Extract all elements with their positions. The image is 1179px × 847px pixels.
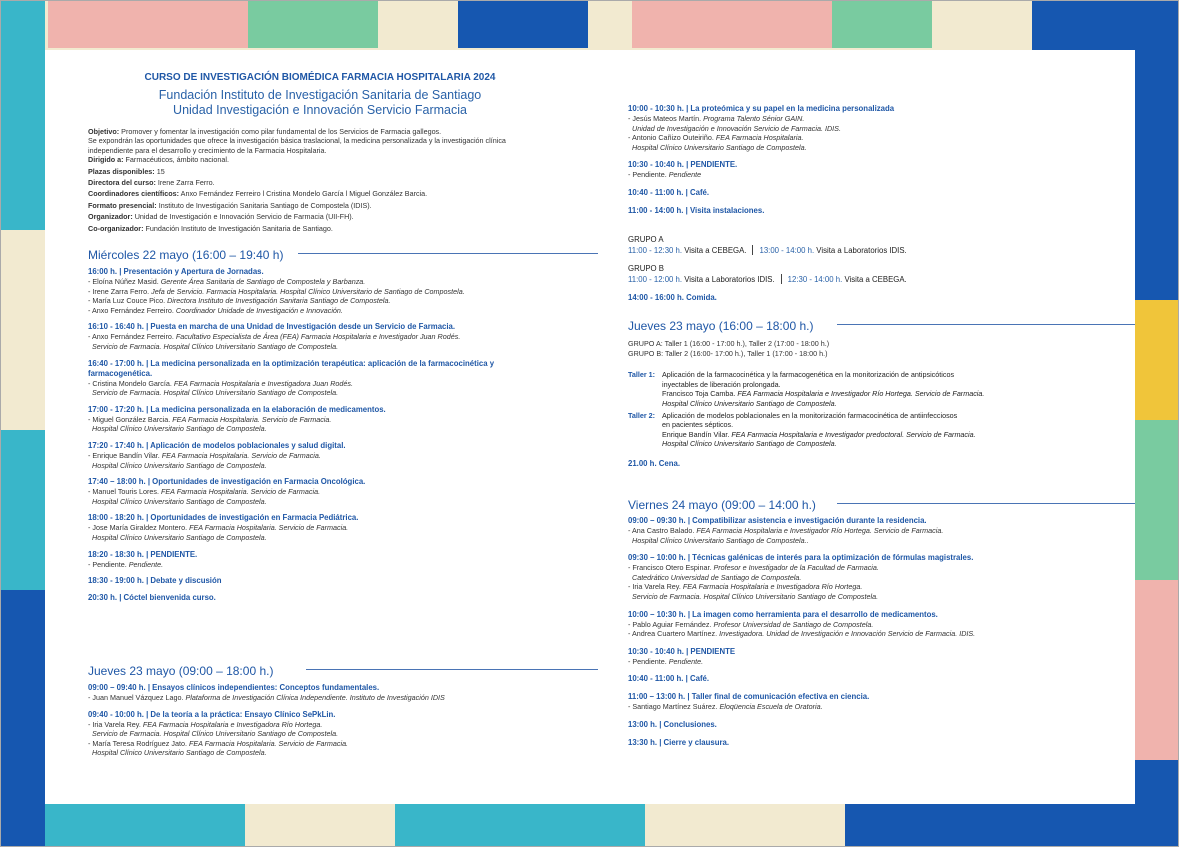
coorganizador-label: Co-organizador: <box>88 223 144 233</box>
agenda-slot <box>628 104 1128 152</box>
agenda-slot <box>628 692 1128 712</box>
speaker-role: Gerente Área Sanitaria de Santiago de Compostela y Barbanza. <box>158 277 366 286</box>
agenda-slot <box>628 647 1128 667</box>
slot-speaker-line <box>88 342 588 352</box>
slot-speaker-line <box>88 451 588 461</box>
course-title: CURSO DE INVESTIGACIÓN BIOMÉDICA FARMACIA HOSPITALARIA 2024 <box>144 72 496 83</box>
speaker-name: - Santiago Martínez Suárez. <box>628 702 718 712</box>
slot-speaker-line <box>88 729 588 739</box>
speaker-role: FEA Farmacia Hospitalaria e Investigadora Juan Rodés. <box>171 378 353 388</box>
dirigido-label: Dirigido a: <box>88 155 124 165</box>
speaker-role: Hospital Clínico Universitario Santiago de Compostela.. <box>632 535 809 545</box>
talleres-block <box>628 339 1128 469</box>
speaker-role: Pendiente <box>666 170 702 180</box>
day-rule <box>837 324 1135 325</box>
day-viernes-label: Viernes 24 mayo (09:00 – 14:00 h.) <box>628 498 822 512</box>
grupo-b1-time: 11:00 - 12:00 h. <box>628 275 683 284</box>
slot-speaker-line <box>628 573 1128 583</box>
day-jueves-pm-label: Jueves 23 mayo (16:00 – 18:00 h.) <box>628 319 819 333</box>
talleres-grupo-b: GRUPO B: Taller 2 (16:00- 17:00 h.), Taller 1 (17:00 - 18:00 h.) <box>628 348 828 358</box>
slot-speaker-line <box>628 702 1128 712</box>
slot-heading: 18:20 - 18:30 h. | PENDIENTE. <box>88 549 198 559</box>
separator <box>752 245 753 255</box>
speaker-role: FEA Farmacia Hospitalaria. Servicio de Farmacia. <box>158 487 321 497</box>
agenda-slot <box>88 322 588 351</box>
speaker-role: Jefa de Servicio. Farmacia Hospitalaria. Hospital Clínico Universitario de Santiago de Compostela. <box>149 286 465 296</box>
taller-2-role-2: Hospital Clínico Universitario Santiago de Compostela. <box>662 439 837 449</box>
slot-heading: 10:40 - 11:00 h. | Café. <box>628 674 710 684</box>
agenda-slot <box>628 553 1128 601</box>
taller-1-label: Taller 1: <box>628 370 656 380</box>
slot-speaker-line <box>88 739 588 749</box>
day-miercoles-label: Miércoles 22 mayo (16:00 – 19:40 h) <box>88 248 289 262</box>
course-subtitle-1: Fundación Instituto de Investigación Sanitaria de Santiago <box>158 88 482 102</box>
grupo-a1-time: 11:00 - 12:30 h. <box>628 246 683 255</box>
slot-heading: 10:30 - 10:40 h. | PENDIENTE. <box>628 160 738 170</box>
agenda-slot <box>88 710 588 758</box>
agenda-slot <box>628 206 1128 216</box>
slot-speaker-line <box>88 277 588 287</box>
slot-speaker-line <box>88 748 588 758</box>
speaker-role: Hospital Clínico Universitario Santiago de Compostela. <box>92 748 267 758</box>
slot-speaker-line <box>88 693 588 703</box>
taller-2 <box>628 411 1128 449</box>
grupo-a2-text: Visita a Laboratorios IDIS. <box>814 246 907 255</box>
speaker-name: - Anxo Fernández Ferreiro. <box>88 332 174 342</box>
speaker-role: Hospital Clínico Universitario Santiago de Compostela. <box>92 532 267 542</box>
speaker-role: Programa Talento Sénior GAIN. <box>701 114 805 123</box>
speaker-name: - Pendiente. <box>628 656 667 666</box>
agenda-slot <box>88 576 588 586</box>
speaker-role: Unidad de Investigación e Innovación Servicio de Farmacia. IDIS. <box>632 123 841 133</box>
speaker-role: Hospital Clínico Universitario Santiago de Compostela. <box>92 460 267 470</box>
agenda-slot <box>88 405 588 434</box>
slot-heading: 16:00 h. | Presentación y Apertura de Jornadas. <box>88 267 264 276</box>
slot-speaker-line <box>628 536 1128 546</box>
slot-speaker-line <box>628 582 1128 592</box>
speaker-name: - Francisco Otero Espinar. <box>628 563 712 573</box>
speaker-role: Profesor Universidad de Santiago de Compostela. <box>711 619 874 629</box>
speaker-role: FEA Farmacia Hospitalaria e Investigador Río Hortega. Servicio de Farmacia. <box>694 526 944 535</box>
day-jueves-am-label: Jueves 23 mayo (09:00 – 18:00 h.) <box>88 664 279 678</box>
speaker-name: - Cristina Mondelo García. <box>88 378 172 388</box>
speaker-role: FEA Farmacia Hospitalaria. <box>713 133 804 143</box>
taller-1-role: FEA Farmacia Hospitalaria e Investigador Río Hortega. Servicio de Farmacia. <box>735 389 985 399</box>
plazas-label: Plazas disponibles: <box>88 166 155 176</box>
talleres-grupo-a: GRUPO A: Taller 1 (16:00 - 17:00 h.), Taller 2 (17:00 - 18:00 h.) <box>628 339 830 348</box>
speaker-name: - Anxo Fernández Ferreiro. <box>88 305 174 315</box>
speaker-name: - Miguel González Barcia. <box>88 414 171 424</box>
agenda-slot <box>628 720 1128 730</box>
coordinadores-text: Anxo Fernández Ferreiro l Cristina Mondelo García l Miguel González Barcia. <box>180 189 428 199</box>
day-rule <box>837 503 1135 504</box>
slot-heading: 10:00 - 10:30 h. | La proteómica y su papel en la medicina personalizada <box>628 104 895 113</box>
speaker-name: - Antonio Cañizo Outeiriño. <box>628 133 714 143</box>
slot-speaker-line <box>88 296 588 306</box>
objetivo-text-2: Se expondrán las oportunidades que ofrece la investigación básica traslacional, la medicina personalizada y la investigación clínica <box>88 136 506 146</box>
organizador-label: Organizador: <box>88 212 133 222</box>
objetivo-text-3: independiente para el desarrollo y crecimiento de la Farmacia Hospitalaria. <box>88 145 327 155</box>
slot-speaker-line <box>88 523 588 533</box>
taller-2-title-2: en pacientes sépticos. <box>662 420 734 430</box>
speaker-role: FEA Farmacia Hospitalaria. Servicio de Farmacia. <box>159 451 321 460</box>
speaker-role: Servicio de Farmacia. Hospital Clínico Universitario Santiago de Compostela. <box>632 591 879 601</box>
day-rule <box>298 253 598 254</box>
speaker-role: Investigadora. Unidad de Investigación e Innovación Servicio de Farmacia. IDIS. <box>717 629 976 639</box>
speaker-name: - Juan Manuel Vázquez Lago. <box>88 693 184 702</box>
slot-heading-cont: farmacogenética. <box>88 368 153 378</box>
grupo-a1-text: Visita a CEBEGA. <box>682 246 747 255</box>
dirigido-text: Farmacéuticos, ámbito nacional. <box>125 155 230 165</box>
program-sheet <box>45 50 1135 804</box>
slot-heading: 10:40 - 11:00 h. | Café. <box>628 188 710 197</box>
slot-speaker-line <box>628 563 1128 573</box>
speaker-role: Hospital Clínico Universitario Santiago de Compostela. <box>92 424 267 434</box>
day-rule <box>306 669 598 670</box>
speaker-role: Hospital Clínico Universitario Santiago de Compostela. <box>92 496 267 506</box>
slot-speaker-line <box>628 629 1128 639</box>
slot-heading: 10:00 – 10:30 h. | La imagen como herramienta para el desarrollo de medicamentos. <box>628 609 938 619</box>
taller-2-role: FEA Farmacia Hospitalaria e Investigador predoctoral. Servicio de Farmacia. <box>729 429 976 439</box>
speaker-name: - Pablo Aguiar Fernández. <box>628 619 712 629</box>
agenda-slot <box>88 441 588 470</box>
slot-heading: 17:40 – 18:00 h. | Oportunidades de investigación en Farmacia Oncológica. <box>88 477 366 487</box>
slot-heading: 20:30 h. | Cóctel bienvenida curso. <box>88 593 216 603</box>
speaker-name: - Iria Varela Rey. <box>88 719 141 729</box>
speaker-role: FEA Farmacia Hospitalaria. Servicio de Farmacia. <box>186 738 349 748</box>
grupo-a2-time: 13:00 - 14:00 h. <box>759 246 815 255</box>
speaker-name: - Pendiente. <box>88 559 127 569</box>
agenda-slot <box>88 513 588 542</box>
speaker-name: - Eloína Núñez Masid. <box>88 277 159 286</box>
slot-speaker-line <box>628 657 1128 667</box>
slot-speaker-line <box>628 592 1128 602</box>
slot-heading: 09:30 – 10:00 h. | Técnicas galénicas de interés para la optimización de fórmulas magistrales. <box>628 553 974 563</box>
agenda-slot <box>628 674 1128 684</box>
course-subtitle-2: Unidad Investigación e Innovación Servicio Farmacia <box>173 103 467 117</box>
objetivo-label: Objetivo: <box>88 127 120 136</box>
comida-text: 14:00 - 16:00 h. Comida. <box>628 293 717 302</box>
objetivo-text: Promover y fomentar la investigación como pilar fundamental de los Servicios de Farmacia gallegos. <box>121 127 442 136</box>
day-heading-jueves-pm <box>628 317 1135 331</box>
agenda-slot <box>88 550 588 570</box>
slot-speaker-line <box>88 388 588 398</box>
speaker-role: Servicio de Farmacia. Hospital Clínico Universitario Santiago de Compostela. <box>92 388 339 398</box>
slot-speaker-line <box>628 620 1128 630</box>
slot-heading: 18:00 - 18:20 h. | Oportunidades de investigación en Farmacia Pediátrica. <box>88 513 359 523</box>
cena-text: 21.00 h. Cena. <box>628 458 681 468</box>
slot-speaker-line <box>88 533 588 543</box>
grupo-b2-text: Visita a CEBEGA. <box>842 275 907 284</box>
agenda-slot <box>628 516 1128 545</box>
speaker-role: Profesor e Investigador de la Facultad de Farmacia. <box>711 563 879 573</box>
speaker-role: Pendiente. <box>666 656 704 666</box>
speaker-role: Directora Instituto de Investigación Sanitaria Santiago de Compostela. <box>165 296 391 306</box>
speaker-role: Servicio de Farmacia. Hospital Clínico Universitario Santiago de Compostela. <box>92 729 339 739</box>
slot-speaker-line <box>88 487 588 497</box>
slot-speaker-line <box>88 332 588 342</box>
slot-speaker-line <box>628 133 1128 143</box>
formato-label: Formato presencial: <box>88 200 157 210</box>
agenda-slot <box>88 477 588 506</box>
plazas-text: 15 <box>156 166 165 176</box>
slot-speaker-line <box>88 287 588 297</box>
slot-heading: 16:10 - 16:40 h. | Puesta en marcha de una Unidad de Investigación desde un Servicio de Farmacia. <box>88 322 456 332</box>
taller-1-title-2: inyectables de liberación prolongada. <box>662 379 781 389</box>
agenda-slot <box>628 610 1128 639</box>
slot-heading: 17:20 - 17:40 h. | Aplicación de modelos poblacionales y salud digital. <box>88 441 346 450</box>
day-heading-viernes <box>628 496 1135 510</box>
grupos-block <box>628 235 1128 303</box>
taller-2-label: Taller 2: <box>628 410 656 420</box>
taller-1-speaker: Francisco Toja Camba. <box>662 389 736 399</box>
speaker-name: - Irene Zarra Ferro. <box>88 286 150 296</box>
slot-speaker-line <box>628 124 1128 134</box>
grupo-b2-time: 12:30 - 14:00 h. <box>787 275 843 284</box>
slot-speaker-line <box>628 143 1128 153</box>
separator <box>781 274 782 284</box>
directora-label: Directora del curso: <box>88 178 156 188</box>
taller-2-speaker: Enrique Bandín Vilar. <box>662 429 730 439</box>
speaker-name: - María Luz Couce Pico. <box>88 296 166 306</box>
slot-speaker-line <box>88 720 588 730</box>
agenda-slot <box>628 188 1128 198</box>
grupo-b1-text: Visita a Laboratorios IDIS. <box>682 275 775 284</box>
speaker-role: Hospital Clínico Universitario Santiago de Compostela. <box>632 142 807 152</box>
slot-heading: 11:00 – 13:00 h. | Taller final de comunicación efectiva en ciencia. <box>628 692 870 702</box>
agenda-slot <box>88 593 588 603</box>
speaker-role: Catedrático Universidad de Santiago de Compostela. <box>632 572 802 582</box>
slot-speaker-line <box>88 379 588 389</box>
slot-heading: 13:00 h. | Conclusiones. <box>628 720 717 729</box>
slot-speaker-line <box>628 170 1128 180</box>
speaker-name: - María Teresa Rodríguez Jato. <box>88 738 187 748</box>
speaker-role: Coordinador Unidade de Investigación e Innovación. <box>173 305 343 315</box>
taller-1-role-2: Hospital Clínico Universitario Santiago de Compostela. <box>662 398 837 408</box>
speaker-role: FEA Farmacia Hospitalaria. Servicio de Farmacia. <box>187 523 349 533</box>
slot-heading: 16:40 - 17:00 h. | La medicina personalizada en la optimización terapéutica: aplicación de la farmacocinética y <box>88 358 495 368</box>
taller-1 <box>628 370 1128 408</box>
slot-speaker-line <box>88 415 588 425</box>
speaker-name: - Andrea Cuartero Martínez. <box>628 629 718 639</box>
slot-speaker-line <box>88 306 588 316</box>
organizador-text: Unidad de Investigación e Innovación Servicio de Farmacia (UII-FH). <box>134 212 354 222</box>
grupo-b-label: GRUPO B <box>628 264 664 273</box>
speaker-name: - Manuel Touris Lores. <box>88 487 159 497</box>
speaker-role: Eloqüencia Escuela de Oratoria. <box>717 702 823 712</box>
speaker-role: Plataforma de Investigación Clínica Independiente. Instituto de Investigación IDIS <box>183 693 445 702</box>
coordinadores-label: Coordinadores científicos: <box>88 189 180 199</box>
agenda-slot <box>88 683 588 703</box>
agenda-slot <box>88 359 588 398</box>
speaker-role: FEA Farmacia Hospitalaria e Investigadora Río Hortega. <box>140 719 323 729</box>
agenda-slot <box>628 160 1128 180</box>
agenda-slot <box>88 267 588 315</box>
slot-heading: 10:30 - 10:40 h. | PENDIENTE <box>628 646 736 656</box>
taller-1-title: Aplicación de la farmacocinética y la farmacogenética en la monitorización de antipsicóticos <box>662 370 955 380</box>
speaker-name: - Ana Castro Balado. <box>628 526 695 535</box>
day-heading-miercoles <box>88 246 598 260</box>
speaker-name: - Pendiente. <box>628 170 667 180</box>
directora-text: Irene Zarra Ferro. <box>157 178 215 188</box>
slot-heading: 09:00 – 09:40 h. | Ensayos clínicos independientes: Conceptos fundamentales. <box>88 683 380 692</box>
formato-text: Instituto de Investigación Sanitaria Santiago de Compostela (IDIS). <box>158 200 372 210</box>
speaker-name: - Jesús Mateos Martín. <box>628 114 702 123</box>
slot-speaker-line <box>88 461 588 471</box>
slot-heading: 17:00 - 17:20 h. | La medicina personalizada en la elaboración de medicamentos. <box>88 404 386 414</box>
speaker-role: Facultativo Especialista de Área (FEA) Farmacia Hospitalaria e Investigador Juan Rodés. <box>173 332 461 342</box>
slot-speaker-line <box>88 560 588 570</box>
coorganizador-text: Fundación Instituto de Investigación Sanitaria de Santiago. <box>145 223 333 233</box>
speaker-role: Servicio de Farmacia. Hospital Clínico Universitario Santiago de Compostela. <box>92 341 339 351</box>
speaker-role: Pendiente. <box>126 559 164 569</box>
agenda-slot <box>628 738 1128 748</box>
slot-speaker-line <box>88 424 588 434</box>
slot-heading: 11:00 - 14:00 h. | Visita instalaciones. <box>628 206 765 215</box>
day-heading-jueves-am <box>88 662 598 676</box>
slot-speaker-line <box>628 526 1128 536</box>
slot-heading: 18:30 - 19:00 h. | Debate y discusión <box>88 576 222 586</box>
speaker-name: - Enrique Bandín Vilar. <box>88 451 160 460</box>
slot-heading: 09:40 - 10:00 h. | De la teoría a la práctica: Ensayo Clínico SePkLin. <box>88 709 336 719</box>
course-info <box>88 127 528 233</box>
slot-heading: 13:30 h. | Cierre y clausura. <box>628 738 729 747</box>
speaker-name: - Jose María Giraldez Montero. <box>88 523 188 533</box>
slot-speaker-line <box>628 114 1128 124</box>
grupo-a-label: GRUPO A <box>628 235 664 244</box>
speaker-name: - Iria Varela Rey. <box>628 582 681 592</box>
slot-speaker-line <box>88 497 588 507</box>
speaker-role: FEA Farmacia Hospitalaria e Investigadora Río Hortega. <box>680 582 863 592</box>
speaker-role: FEA Farmacia Hospitalaria. Servicio de Farmacia. <box>170 414 332 424</box>
taller-2-title: Aplicación de modelos poblacionales en la monitorización farmacocinética de antiinfecciosos <box>662 410 958 420</box>
slot-heading: 09:00 – 09:30 h. | Compatibilizar asistencia e investigación durante la residencia. <box>628 516 927 525</box>
